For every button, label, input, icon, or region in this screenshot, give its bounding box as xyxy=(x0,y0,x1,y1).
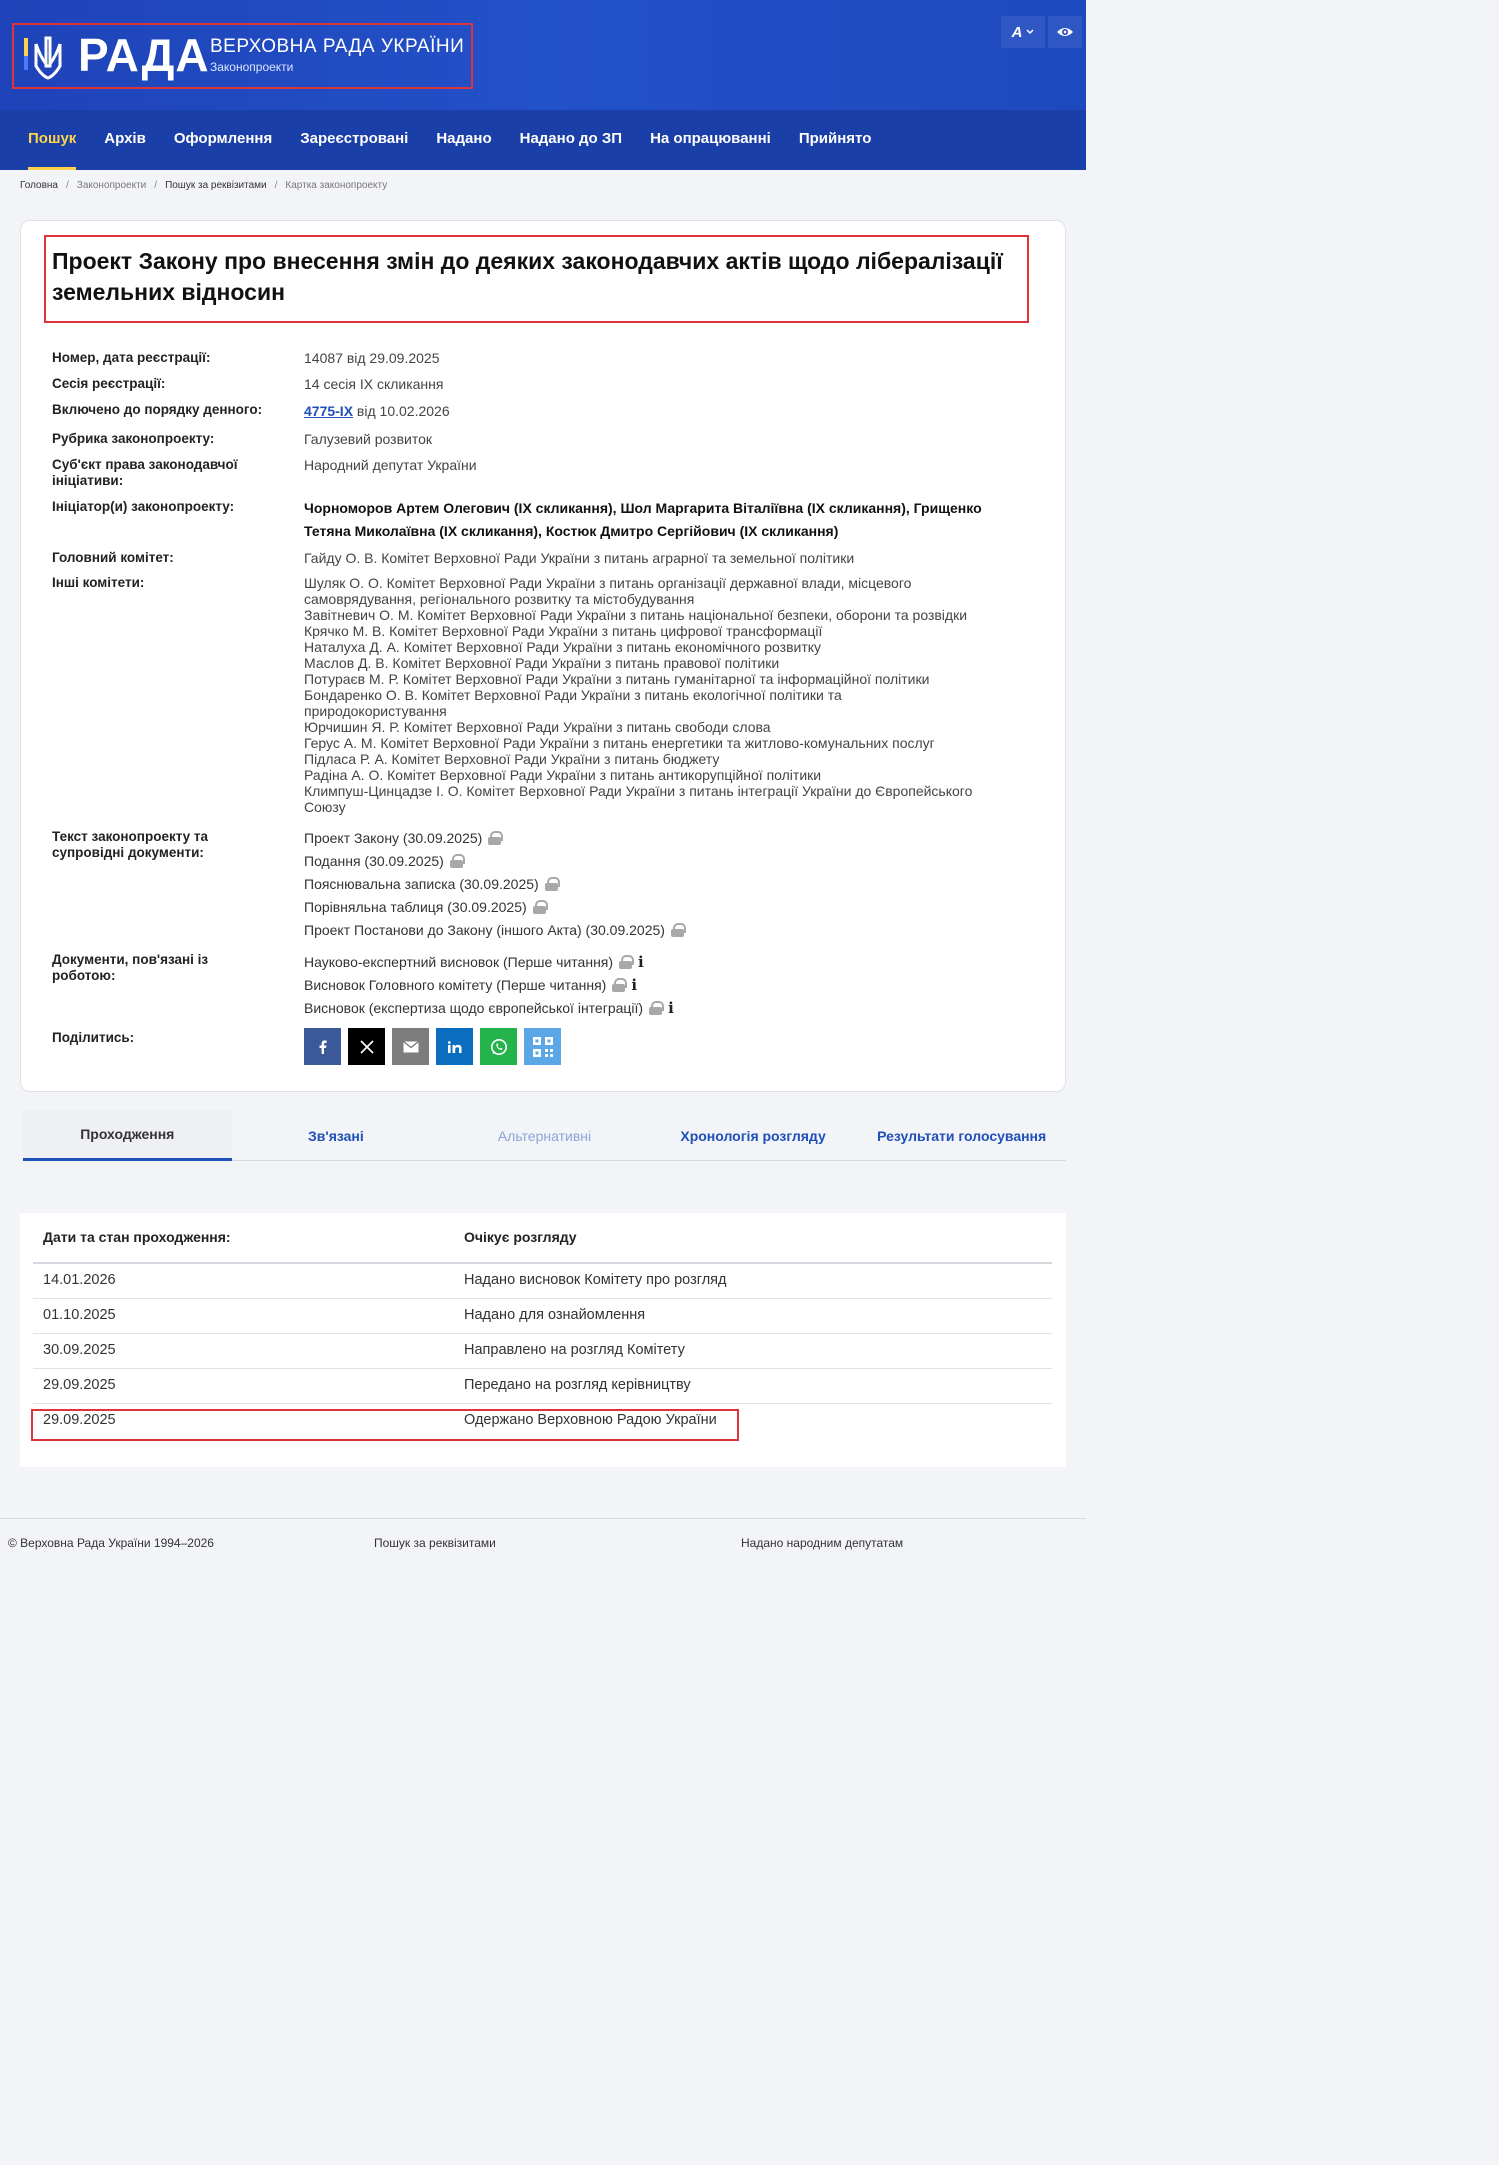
row-state: Надано висновок Комітету про розгляд xyxy=(464,1272,727,1288)
initiators-line[interactable]: Чорноморов Артем Олегович (IX скликання), Шол Маргарита Віталіївна (IX скликання), Грищенко xyxy=(304,500,982,516)
main-committee-label: Головний комітет: xyxy=(52,550,174,565)
footer-link-submitted[interactable]: Надано народним депутатам xyxy=(741,1536,904,1550)
doc-item[interactable] xyxy=(304,830,501,846)
nav-item-processing[interactable]: На опрацюванні xyxy=(650,130,771,147)
share-facebook-button[interactable] xyxy=(304,1028,341,1065)
session-value: 14 сесія IX скликання xyxy=(304,376,444,392)
rubric-value: Галузевий розвиток xyxy=(304,431,433,447)
row-highlight-box xyxy=(31,1409,739,1441)
related-doc-item[interactable] xyxy=(304,976,637,994)
row-date: 29.09.2025 xyxy=(43,1412,116,1428)
info-icon[interactable]: i xyxy=(638,953,644,971)
doc-item[interactable] xyxy=(304,922,684,938)
doc-item[interactable] xyxy=(304,876,558,892)
nav-item-archive[interactable]: Архів xyxy=(104,130,146,147)
share-email-button[interactable] xyxy=(392,1028,429,1065)
email-icon xyxy=(403,1041,419,1053)
subject-label-line: ініціативи: xyxy=(52,473,124,488)
tab-related[interactable]: Зв'язані xyxy=(308,1127,364,1144)
doc-item-label: Подання (30.09.2025) xyxy=(304,853,444,869)
texts-label-line: Текст законопроекту та xyxy=(52,829,209,844)
initiators-line[interactable]: Тетяна Миколаївна (IX скликання), Костюк Дмитро Сергійович (IX скликання) xyxy=(304,523,839,539)
tab-chronology[interactable]: Хронологія розгляду xyxy=(680,1127,826,1144)
doc-item-label: Проект Закону (30.09.2025) xyxy=(304,830,483,846)
footer-divider xyxy=(0,1518,1086,1519)
breadcrumb-current: Картка законопроекту xyxy=(285,180,388,191)
row-state: Надано для ознайомлення xyxy=(464,1307,646,1323)
related-doc-label: Висновок (експертиза щодо європейської інтеграції) xyxy=(304,1000,644,1016)
nav-item-drafting[interactable]: Оформлення xyxy=(173,130,273,147)
share-x-button[interactable] xyxy=(348,1028,385,1065)
committee-line: Наталуха Д. А. Комітет Верховної Ради України з питань економічного розвитку xyxy=(304,639,822,655)
breadcrumb-bills[interactable]: Законопроекти xyxy=(76,180,147,191)
table-divider xyxy=(33,1298,1052,1299)
status-header-state: Очікує розгляду xyxy=(464,1229,577,1245)
footer-copyright: © Верховна Рада України 1994–2026 xyxy=(8,1536,214,1550)
other-committees-label: Інші комітети: xyxy=(52,575,145,590)
committee-line: самоврядування, регіонального розвитку та містобудування xyxy=(304,591,695,607)
subject-label-line: Суб'єкт права законодавчої xyxy=(52,457,238,472)
nav-item-search[interactable]: Пошук xyxy=(14,110,90,170)
share-whatsapp-button[interactable] xyxy=(480,1028,517,1065)
texts-label-line: супровідні документи: xyxy=(52,845,204,860)
table-divider xyxy=(33,1368,1052,1369)
whatsapp-icon xyxy=(490,1038,508,1056)
committee-line: Бондаренко О. В. Комітет Верховної Ради України з питань екологічної політики та xyxy=(304,687,842,703)
related-doc-item[interactable] xyxy=(304,953,644,971)
doc-item-label: Проект Постанови до Закону (іншого Акта) (30.09.2025) xyxy=(304,922,665,938)
subject-value: Народний депутат України xyxy=(304,457,477,473)
table-divider xyxy=(33,1333,1052,1334)
lock-icon xyxy=(612,978,625,992)
lock-icon xyxy=(545,877,558,891)
committee-line: Крячко М. В. Комітет Верховної Ради України з питань цифрової трансформації xyxy=(304,623,823,639)
trident-icon xyxy=(24,36,72,80)
doc-item-label: Пояснювальна записка (30.09.2025) xyxy=(304,876,539,892)
lock-icon xyxy=(450,854,463,868)
committee-line: Герус А. М. Комітет Верховної Ради України з питань енергетики та житлово-комунальних послуг xyxy=(304,735,935,751)
lock-icon xyxy=(649,1001,662,1015)
font-size-label: A xyxy=(1011,23,1023,41)
other-committees-list xyxy=(304,575,972,815)
row-date: 29.09.2025 xyxy=(43,1377,116,1393)
related-doc-label: Науково-експертний висновок (Перше читання) xyxy=(304,954,614,970)
nav-item-submitted-zp[interactable]: Надано до ЗП xyxy=(519,130,623,147)
committee-line: Юрчишин Я. Р. Комітет Верховної Ради України з питань свободи слова xyxy=(304,719,771,735)
related-doc-label: Висновок Головного комітету (Перше читання) xyxy=(304,977,607,993)
lock-icon xyxy=(671,923,684,937)
bill-title: Проект Закону про внесення змін до деяких законодавчих актів щодо лібералізації земельних відносин xyxy=(52,248,1003,305)
breadcrumb xyxy=(20,180,387,191)
lock-icon xyxy=(619,955,632,969)
agenda-link[interactable]: 4775-IX xyxy=(304,403,354,419)
agenda-value xyxy=(304,403,450,419)
initiators-value xyxy=(304,497,982,543)
committee-line: Шуляк О. О. Комітет Верховної Ради України з питань організації державної влади, місцевого xyxy=(304,575,912,591)
subject-label xyxy=(52,457,238,489)
bill-tabs xyxy=(23,1110,1066,1161)
rubric-label: Рубрика законопроекту: xyxy=(52,431,215,446)
logo-title[interactable]: ВЕРХОВНА РАДА УКРАЇНИ xyxy=(210,36,465,57)
lock-icon xyxy=(488,831,501,845)
nav-item-adopted[interactable]: Прийнято xyxy=(798,130,872,147)
main-committee-value: Гайду О. В. Комітет Верховної Ради України з питань аграрної та земельної політики xyxy=(304,550,855,566)
nav-item-registered[interactable]: Зареєстровані xyxy=(300,130,409,147)
chevron-down-icon xyxy=(1026,29,1034,35)
status-header-dates: Дати та стан проходження: xyxy=(43,1229,231,1245)
related-label-line: роботою: xyxy=(52,968,116,983)
row-state: Передано на розгляд керівництву xyxy=(464,1377,691,1393)
row-date: 30.09.2025 xyxy=(43,1342,116,1358)
row-state: Одержано Верховною Радою України xyxy=(464,1412,717,1428)
share-label: Поділитись: xyxy=(52,1030,135,1045)
breadcrumb-separator: / xyxy=(66,180,69,191)
initiators-label: Ініціатор(и) законопроекту: xyxy=(52,499,235,514)
committee-line: Маслов Д. В. Комітет Верховної Ради України з питань правової політики xyxy=(304,655,780,671)
info-icon[interactable]: i xyxy=(631,976,638,994)
nav-item-submitted[interactable]: Надано xyxy=(436,130,492,147)
main-nav xyxy=(0,110,1086,170)
row-date: 01.10.2025 xyxy=(43,1307,116,1323)
breadcrumb-separator: / xyxy=(274,180,278,191)
logo-word[interactable]: РАДА xyxy=(78,29,210,81)
table-divider xyxy=(33,1403,1052,1404)
doc-item-label: Порівняльна таблиця (30.09.2025) xyxy=(304,899,527,915)
reg-value: 14087 від 29.09.2025 xyxy=(304,350,440,366)
related-doc-item[interactable] xyxy=(304,999,674,1017)
committee-line: природокористування xyxy=(304,703,447,719)
qr-icon xyxy=(533,1037,553,1057)
breadcrumb-search[interactable]: Пошук за реквізитами xyxy=(165,180,267,191)
related-label-line: Документи, пов'язані із xyxy=(52,952,209,967)
doc-item[interactable] xyxy=(304,853,463,869)
footer-link-search[interactable]: Пошук за реквізитами xyxy=(374,1536,496,1550)
tab-passage[interactable]: Проходження xyxy=(23,1110,232,1161)
breadcrumb-home[interactable]: Головна xyxy=(20,180,58,191)
committee-line: Завітневич О. М. Комітет Верховної Ради України з питань національної безпеки, оборони та розвідки xyxy=(304,607,968,623)
linkedin-icon xyxy=(448,1041,462,1053)
font-size-button[interactable] xyxy=(1001,16,1045,48)
reg-label: Номер, дата реєстрації: xyxy=(52,350,211,365)
committee-line: Підласа Р. А. Комітет Верховної Ради України з питань бюджету xyxy=(304,751,720,767)
breadcrumb-separator: / xyxy=(154,180,158,191)
row-state: Направлено на розгляд Комітету xyxy=(464,1342,685,1358)
committee-line: Радіна А. О. Комітет Верховної Ради України з питань антикорупційної політики xyxy=(304,767,822,783)
tab-alternative[interactable]: Альтернативні xyxy=(497,1127,592,1144)
related-label xyxy=(52,952,208,984)
x-icon xyxy=(360,1040,374,1054)
logo-subtitle: Законопроекти xyxy=(210,60,294,74)
accessibility-button[interactable] xyxy=(1048,16,1082,48)
share-qr-button[interactable] xyxy=(524,1028,561,1065)
share-linkedin-button[interactable] xyxy=(436,1028,473,1065)
row-date: 14.01.2026 xyxy=(43,1272,116,1288)
committee-line: Союзу xyxy=(304,799,346,815)
texts-label xyxy=(52,829,208,861)
lock-icon xyxy=(533,900,546,914)
session-label: Сесія реєстрації: xyxy=(52,376,166,391)
tab-voting-results[interactable]: Результати голосування xyxy=(877,1127,1047,1144)
facebook-icon xyxy=(319,1040,327,1054)
committee-line: Климпуш-Цинцадзе І. О. Комітет Верховної Ради України з питань інтеграції України до Європейського xyxy=(304,783,973,799)
agenda-label: Включено до порядку денного: xyxy=(52,402,263,417)
share-buttons xyxy=(304,1028,561,1065)
info-icon[interactable]: i xyxy=(668,999,674,1017)
eye-icon xyxy=(1056,26,1074,38)
committee-line: Потураєв М. Р. Комітет Верховної Ради України з питань гуманітарної та інформаційної політики xyxy=(304,671,930,687)
table-divider xyxy=(33,1262,1052,1264)
agenda-date: від 10.02.2026 xyxy=(353,403,450,419)
doc-item[interactable] xyxy=(304,899,546,915)
